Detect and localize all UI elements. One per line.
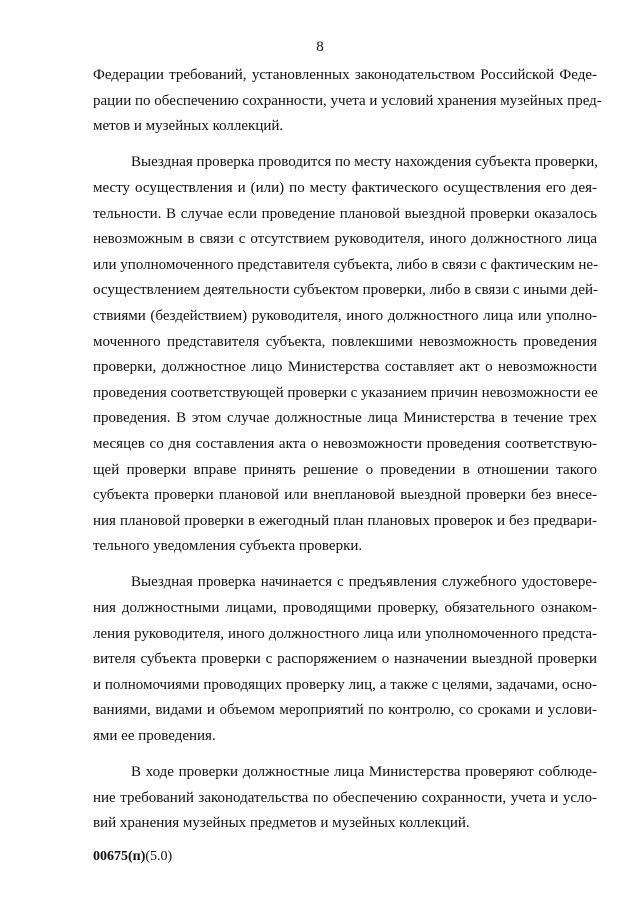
text-line: щей проверки вправе принять решение о проведении в отношении такого [93,461,597,478]
footer-code-main: 00675(п) [93,849,146,864]
text-line: ния плановой проверки в ежегодный план плановых проверок и без предвари- [93,512,597,529]
paragraph-3 [93,570,597,749]
text-line: проверки, должностное лицо Министерства составляет акт о невозможности [93,359,597,376]
text-line: Выездная проверка проводится по месту нахождения субъекта проверки, [131,154,599,171]
text-line: месту осуществления и (или) по месту фактического осуществления его дея- [93,179,597,196]
text-line: месяцев со дня составления акта о невозможности проведения соответствую- [93,435,597,452]
text-line: или уполномоченного представителя субъекта, либо в связи с фактическим не- [93,256,599,273]
text-line: ния должностными лицами, проводящими проверку, обязательного ознаком- [93,600,597,617]
text-line: ями ее проведения. [93,728,216,745]
text-line: Выездная проверка начинается с предъявления служебного удостовере- [131,574,597,591]
text-line: тельности. В случае если проведение плановой выездной проверки оказалось [93,205,597,222]
text-line: невозможным в связи с отсутствием руководителя, иного должностного лица [93,231,597,248]
text-line: рации по обеспечению сохранности, учета и условий хранения музейных пред- [93,92,602,109]
text-line: осуществлением деятельности субъектом проверки, либо в связи с иными дей- [93,282,599,299]
text-line: метов и музейных коллекций. [93,118,284,135]
text-line: В ходе проверки должностные лица Министерства проверяют соблюде- [131,764,597,781]
paragraph-1 [93,63,602,140]
document-body [93,63,602,837]
text-line: и полномочиями проводящих проверку лиц, а также с целями, задачами, осно- [93,676,597,693]
text-line: Федерации требований, установленных законодательством Российской Феде- [93,67,597,83]
text-line: проведения. В этом случае должностные лица Министерства в течение трех [93,410,597,427]
text-line: ваниями, видами и объемом мероприятий по контролю, со сроками и услови- [93,702,597,719]
text-line: ние требований законодательства по обеспечению сохранности, учета и усло- [93,789,597,806]
text-line: моченного представителя субъекта, повлекшими невозможность проведения [93,333,597,350]
paragraph-2 [93,150,597,560]
paragraph-4 [93,760,597,837]
text-line: тельного уведомления субъекта проверки. [93,538,363,555]
text-line: вителя субъекта проверки с распоряжением о назначении выездной проверки [93,651,597,668]
text-line: проведения соответствующей проверки с указанием причин невозможности ее [93,384,598,401]
text-line: ствиями (бездействием) руководителя, иного должностного лица или уполно- [93,307,597,324]
page-number: 8 [316,39,324,55]
text-line: субъекта проверки плановой или внеплановой выездной проверки без внесе- [93,487,597,504]
text-line: ления руководителя, иного должностного лица или уполномоченного предста- [93,625,597,642]
document-footer-code [93,848,172,866]
footer-code-version: (5.0) [145,849,173,864]
text-line: вий хранения музейных предметов и музейных коллекций. [93,815,470,832]
